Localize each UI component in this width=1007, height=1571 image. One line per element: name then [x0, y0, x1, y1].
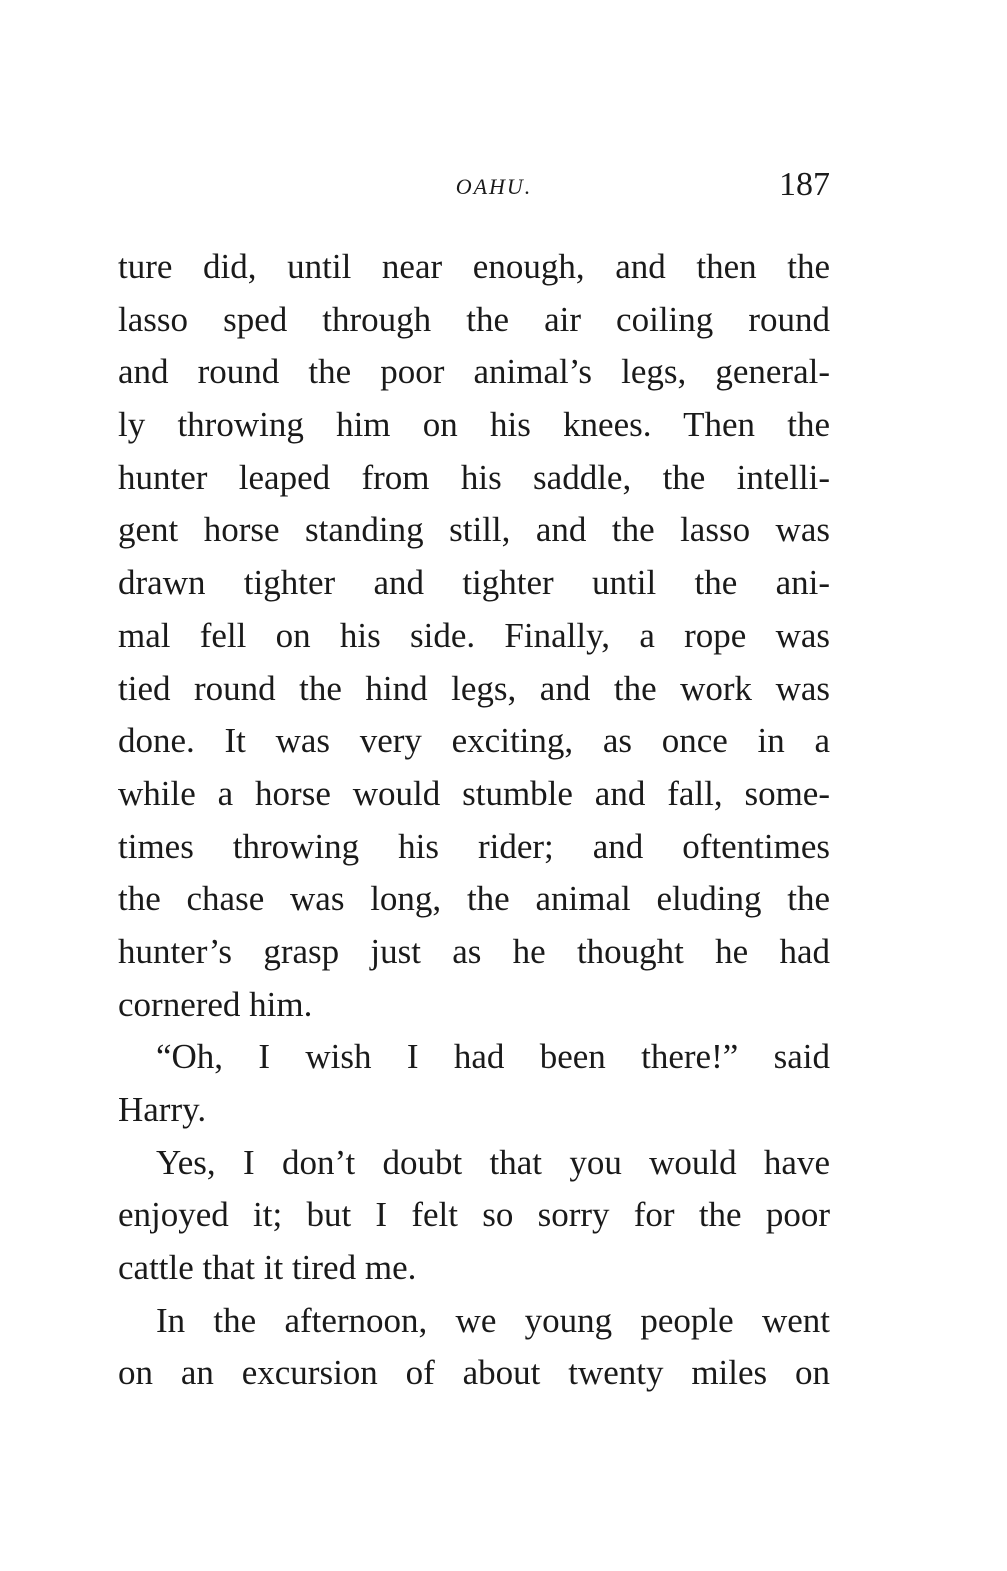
text-line: “Oh, I wish I had been there!” said — [156, 1037, 830, 1077]
text-line: lasso sped through the air coiling round — [118, 299, 830, 339]
page-number: 187 — [779, 166, 830, 203]
text-line: cornered him. — [118, 984, 313, 1024]
running-head — [118, 166, 830, 210]
text-line: the chase was long, the animal eluding the — [118, 879, 830, 919]
text-line: enjoyed it; but I felt so sorry for the poor — [118, 1195, 830, 1235]
text-line: Harry. — [118, 1090, 207, 1129]
text-line: done. It was very exciting, as once in a — [118, 721, 830, 761]
text-line: on an excursion of about twenty miles on — [118, 1353, 830, 1393]
body-text — [118, 241, 830, 1400]
text-line: tied round the hind legs, and the work was — [118, 668, 830, 708]
text-line: In the afternoon, we young people went — [156, 1300, 830, 1340]
text-line: drawn tighter and tighter until the ani- — [118, 563, 830, 603]
running-title: OAHU. — [455, 174, 533, 199]
text-line: and round the poor animal’s legs, general- — [118, 352, 830, 392]
text-line: times throwing his rider; and oftentimes — [118, 826, 830, 866]
text-line: hunter’s grasp just as he thought he had — [118, 931, 830, 971]
text-line: ly throwing him on his knees. Then the — [118, 405, 830, 445]
text-line: Yes, I don’t doubt that you would have — [156, 1142, 830, 1182]
text-line: cattle that it tired me. — [118, 1248, 417, 1288]
text-line: ture did, until near enough, and then the — [118, 247, 830, 286]
text-line: hunter leaped from his saddle, the intelli- — [118, 457, 830, 497]
text-line: mal fell on his side. Finally, a rope was — [118, 615, 830, 655]
text-line: gent horse standing still, and the lasso was — [118, 510, 830, 550]
text-line: while a horse would stumble and fall, some- — [118, 773, 830, 813]
